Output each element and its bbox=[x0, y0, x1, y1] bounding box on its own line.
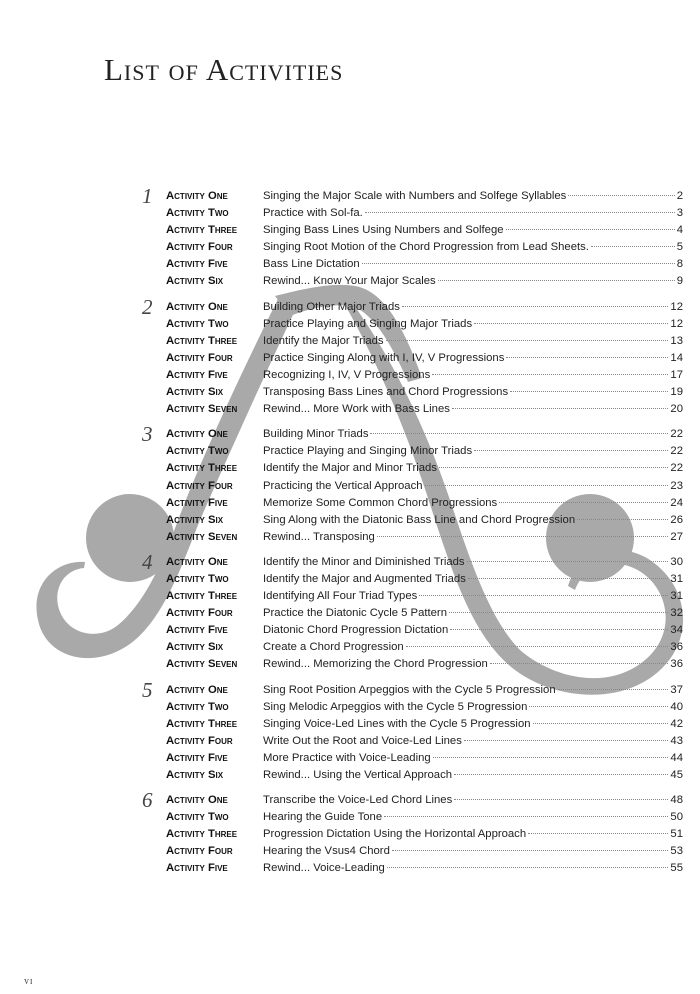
dot-leader bbox=[387, 867, 669, 868]
activity-label: Activity Six bbox=[166, 275, 224, 288]
activity-title: Building Minor Triads bbox=[263, 428, 369, 441]
activity-title: Rewind... Memorizing the Chord Progression bbox=[263, 658, 488, 671]
activity-page-number: 36 bbox=[670, 641, 683, 654]
activity-label: Activity Six bbox=[166, 386, 224, 399]
activity-label: Activity Three bbox=[166, 334, 238, 347]
activity-label: Activity Four bbox=[166, 241, 233, 254]
activity-entry bbox=[140, 656, 683, 673]
activity-title: Building Other Major Triads bbox=[263, 300, 400, 313]
dot-leader bbox=[529, 706, 668, 707]
dot-leader bbox=[419, 595, 668, 596]
dot-leader bbox=[568, 195, 674, 196]
activity-entry bbox=[140, 384, 683, 401]
activity-entry bbox=[140, 256, 683, 273]
activity-title: Bass Line Dictation bbox=[263, 258, 360, 271]
activity-label: Activity Two bbox=[166, 572, 229, 585]
activity-title: Write Out the Root and Voice-Led Lines bbox=[263, 734, 462, 747]
activity-page-number: 26 bbox=[670, 513, 683, 526]
activity-entry bbox=[140, 843, 683, 860]
activity-label: Activity Six bbox=[166, 769, 224, 781]
activity-title: Hearing the Vsus4 Chord bbox=[263, 845, 390, 858]
activity-page-number: 30 bbox=[670, 555, 683, 568]
activity-label: Activity Five bbox=[166, 368, 228, 381]
activity-entry bbox=[140, 716, 683, 733]
dot-leader bbox=[474, 450, 668, 451]
activity-title: Singing Root Motion of the Chord Progression from Lead Sheets. bbox=[263, 241, 589, 254]
chapter-section bbox=[140, 549, 683, 674]
activity-page-number: 24 bbox=[670, 496, 683, 509]
table-of-contents bbox=[140, 184, 683, 886]
dot-leader bbox=[558, 689, 669, 690]
activity-label: Activity One bbox=[166, 190, 228, 202]
activity-label: Activity One bbox=[166, 428, 228, 441]
activity-entry bbox=[140, 478, 683, 495]
activity-title: Memorize Some Common Chord Progressions bbox=[263, 496, 498, 509]
activity-label: Activity One bbox=[166, 300, 228, 313]
dot-leader bbox=[386, 340, 669, 341]
activity-label: Activity Three bbox=[166, 828, 238, 841]
dot-leader bbox=[392, 850, 669, 851]
activity-page-number: 44 bbox=[670, 751, 683, 764]
activity-title: Identify the Major and Minor Triads bbox=[263, 462, 437, 475]
activity-title: Rewind... Using the Vertical Approach bbox=[263, 769, 453, 781]
activity-entry bbox=[140, 639, 683, 656]
activity-title: Rewind... Transposing bbox=[263, 530, 375, 543]
activity-title: Practice with Sol-fa. bbox=[263, 207, 363, 220]
activity-title: Rewind... Know Your Major Scales bbox=[263, 275, 436, 288]
dot-leader bbox=[474, 323, 668, 324]
activity-label: Activity Three bbox=[166, 462, 238, 475]
activity-entry bbox=[140, 367, 683, 384]
dot-leader bbox=[506, 229, 675, 230]
dot-leader bbox=[377, 536, 669, 537]
chapter-number: 1 bbox=[142, 184, 153, 208]
activity-page-number: 14 bbox=[670, 351, 683, 364]
activity-label: Activity Four bbox=[166, 479, 233, 492]
activity-page-number: 32 bbox=[670, 607, 683, 620]
activity-label: Activity Five bbox=[166, 496, 228, 509]
activity-page-number: 36 bbox=[670, 658, 683, 671]
activity-page-number: 51 bbox=[670, 828, 683, 841]
activity-entry bbox=[140, 422, 683, 447]
activity-title: Hearing the Guide Tone bbox=[263, 811, 383, 824]
activity-page-number: 22 bbox=[670, 462, 683, 475]
dot-leader bbox=[528, 833, 668, 834]
chapter-section bbox=[140, 422, 683, 546]
activity-title: Recognizing I, IV, V Progressions bbox=[263, 368, 431, 381]
activity-title: More Practice with Voice-Leading bbox=[263, 751, 431, 764]
dot-leader bbox=[454, 774, 668, 775]
activity-entry bbox=[140, 495, 683, 512]
activity-label: Activity Five bbox=[166, 624, 228, 637]
activity-label: Activity Four bbox=[166, 845, 233, 858]
chapter-number: 2 bbox=[142, 294, 153, 319]
activity-page-number: 3 bbox=[676, 207, 683, 220]
activity-label: Activity Four bbox=[166, 607, 233, 620]
activity-entry bbox=[140, 860, 683, 877]
dot-leader bbox=[406, 646, 669, 647]
activity-label: Activity Five bbox=[166, 258, 228, 271]
activity-label: Activity Six bbox=[166, 513, 224, 526]
activity-entry bbox=[140, 588, 683, 605]
activity-page-number: 23 bbox=[670, 479, 683, 492]
activity-title: Singing the Major Scale with Numbers and Solfege Syllables bbox=[263, 190, 567, 202]
activity-entry bbox=[140, 316, 683, 333]
activity-label: Activity Two bbox=[166, 445, 229, 458]
chapter-number: 6 bbox=[142, 788, 153, 813]
activity-page-number: 42 bbox=[670, 717, 683, 730]
activity-label: Activity One bbox=[166, 794, 228, 807]
activity-page-number: 27 bbox=[670, 530, 683, 543]
activity-entry bbox=[140, 677, 683, 702]
activity-page-number: 8 bbox=[676, 258, 683, 271]
activity-label: Activity Three bbox=[166, 717, 238, 730]
activity-entry bbox=[140, 809, 683, 826]
activity-entry bbox=[140, 222, 683, 239]
activity-title: Create a Chord Progression bbox=[263, 641, 404, 654]
activity-entry bbox=[140, 273, 683, 290]
activity-page-number: 19 bbox=[670, 386, 683, 399]
activity-title: Sing Along with the Diatonic Bass Line and Chord Progression bbox=[263, 513, 576, 526]
activity-label: Activity One bbox=[166, 683, 228, 696]
dot-leader bbox=[506, 357, 668, 358]
chapter-number: 3 bbox=[142, 422, 153, 447]
dot-leader bbox=[432, 374, 668, 375]
activity-title: Rewind... More Work with Bass Lines bbox=[263, 403, 450, 416]
page-title: List of Activities bbox=[104, 52, 344, 87]
activity-page-number: 45 bbox=[670, 769, 683, 781]
activity-title: Transposing Bass Lines and Chord Progressions bbox=[263, 386, 509, 399]
activity-title: Singing Voice-Led Lines with the Cycle 5 Progression bbox=[263, 717, 531, 730]
activity-title: Practice Playing and Singing Minor Triads bbox=[263, 445, 473, 458]
dot-leader bbox=[490, 663, 669, 664]
chapter-number: 5 bbox=[142, 677, 153, 702]
activity-page-number: 17 bbox=[670, 368, 683, 381]
activity-page-number: 5 bbox=[676, 241, 683, 254]
activity-page-number: 9 bbox=[676, 275, 683, 288]
activity-page-number: 2 bbox=[676, 190, 683, 202]
activity-title: Practicing the Vertical Approach bbox=[263, 479, 423, 492]
dot-leader bbox=[384, 816, 668, 817]
dot-leader bbox=[452, 408, 669, 409]
activity-page-number: 4 bbox=[676, 224, 683, 237]
activity-page-number: 31 bbox=[670, 572, 683, 585]
page-number-folio: vi bbox=[24, 976, 34, 987]
dot-leader bbox=[425, 485, 669, 486]
activity-page-number: 31 bbox=[670, 590, 683, 603]
activity-entry bbox=[140, 733, 683, 750]
activity-entry bbox=[140, 605, 683, 622]
chapter-number: 4 bbox=[142, 549, 153, 574]
chapter-section bbox=[140, 294, 683, 419]
activity-label: Activity Seven bbox=[166, 530, 238, 543]
dot-leader bbox=[499, 502, 668, 503]
dot-leader bbox=[362, 263, 675, 264]
activity-label: Activity Three bbox=[166, 590, 238, 603]
chapter-section bbox=[140, 677, 683, 785]
dot-leader bbox=[510, 391, 668, 392]
activity-page-number: 48 bbox=[670, 794, 683, 807]
activity-entry bbox=[140, 333, 683, 350]
activity-label: Activity Four bbox=[166, 351, 233, 364]
dot-leader bbox=[577, 519, 668, 520]
activity-entry bbox=[140, 750, 683, 767]
activity-title: Progression Dictation Using the Horizontal Approach bbox=[263, 828, 527, 841]
activity-page-number: 12 bbox=[670, 300, 683, 313]
activity-label: Activity Five bbox=[166, 751, 228, 764]
activity-entry bbox=[140, 529, 683, 546]
activity-entry bbox=[140, 512, 683, 529]
activity-entry bbox=[140, 549, 683, 574]
activity-label: Activity One bbox=[166, 555, 228, 568]
activity-page-number: 55 bbox=[670, 862, 683, 875]
dot-leader bbox=[365, 212, 675, 213]
activity-entry bbox=[140, 401, 683, 418]
activity-title: Identify the Major and Augmented Triads bbox=[263, 572, 466, 585]
activity-entry bbox=[140, 788, 683, 813]
activity-page-number: 20 bbox=[670, 403, 683, 416]
activity-page-number: 43 bbox=[670, 734, 683, 747]
activity-page-number: 13 bbox=[670, 334, 683, 347]
activity-title: Sing Melodic Arpeggios with the Cycle 5 Progression bbox=[263, 700, 528, 713]
activity-label: Activity Five bbox=[166, 862, 228, 875]
dot-leader bbox=[468, 578, 669, 579]
chapter-section bbox=[140, 184, 683, 291]
activity-entry bbox=[140, 767, 683, 784]
activity-title: Practice the Diatonic Cycle 5 Pattern bbox=[263, 607, 447, 620]
dot-leader bbox=[433, 757, 669, 758]
activity-title: Singing Bass Lines Using Numbers and Solfege bbox=[263, 224, 504, 237]
dot-leader bbox=[591, 246, 675, 247]
activity-page-number: 37 bbox=[670, 683, 683, 696]
dot-leader bbox=[454, 799, 668, 800]
activity-label: Activity Four bbox=[166, 734, 233, 747]
activity-label: Activity Two bbox=[166, 700, 229, 713]
activity-page-number: 22 bbox=[670, 445, 683, 458]
dot-leader bbox=[439, 467, 668, 468]
activity-entry bbox=[140, 826, 683, 843]
activity-entry bbox=[140, 184, 683, 208]
activity-entry bbox=[140, 239, 683, 256]
dot-leader bbox=[402, 306, 669, 307]
activity-label: Activity Two bbox=[166, 207, 229, 220]
dot-leader bbox=[438, 280, 675, 281]
activity-title: Diatonic Chord Progression Dictation bbox=[263, 624, 449, 637]
activity-entry bbox=[140, 205, 683, 222]
activity-title: Practice Playing and Singing Major Triads bbox=[263, 317, 473, 330]
activity-title: Sing Root Position Arpeggios with the Cycle 5 Progression bbox=[263, 683, 556, 696]
dot-leader bbox=[450, 629, 668, 630]
activity-page-number: 40 bbox=[670, 700, 683, 713]
activity-entry bbox=[140, 571, 683, 588]
activity-page-number: 53 bbox=[670, 845, 683, 858]
activity-page-number: 22 bbox=[670, 428, 683, 441]
activity-title: Identify the Major Triads bbox=[263, 334, 384, 347]
activity-page-number: 12 bbox=[670, 317, 683, 330]
activity-label: Activity Two bbox=[166, 811, 229, 824]
activity-title: Identifying All Four Triad Types bbox=[263, 590, 418, 603]
dot-leader bbox=[467, 561, 669, 562]
activity-title: Transcribe the Voice-Led Chord Lines bbox=[263, 794, 453, 807]
activity-label: Activity Seven bbox=[166, 658, 238, 671]
dot-leader bbox=[449, 612, 668, 613]
chapter-section bbox=[140, 788, 683, 877]
activity-entry bbox=[140, 350, 683, 367]
activity-page-number: 34 bbox=[670, 624, 683, 637]
activity-label: Activity Six bbox=[166, 641, 224, 654]
activity-entry bbox=[140, 443, 683, 460]
activity-label: Activity Three bbox=[166, 224, 238, 237]
activity-entry bbox=[140, 294, 683, 319]
activity-entry bbox=[140, 699, 683, 716]
activity-label: Activity Two bbox=[166, 317, 229, 330]
activity-title: Practice Singing Along with I, IV, V Progressions bbox=[263, 351, 505, 364]
activity-label: Activity Seven bbox=[166, 403, 238, 416]
activity-entry bbox=[140, 622, 683, 639]
activity-title: Rewind... Voice-Leading bbox=[263, 862, 385, 875]
dot-leader bbox=[533, 723, 669, 724]
activity-title: Identify the Minor and Diminished Triads bbox=[263, 555, 465, 568]
activity-page-number: 50 bbox=[670, 811, 683, 824]
dot-leader bbox=[370, 433, 668, 434]
dot-leader bbox=[464, 740, 669, 741]
activity-entry bbox=[140, 460, 683, 477]
